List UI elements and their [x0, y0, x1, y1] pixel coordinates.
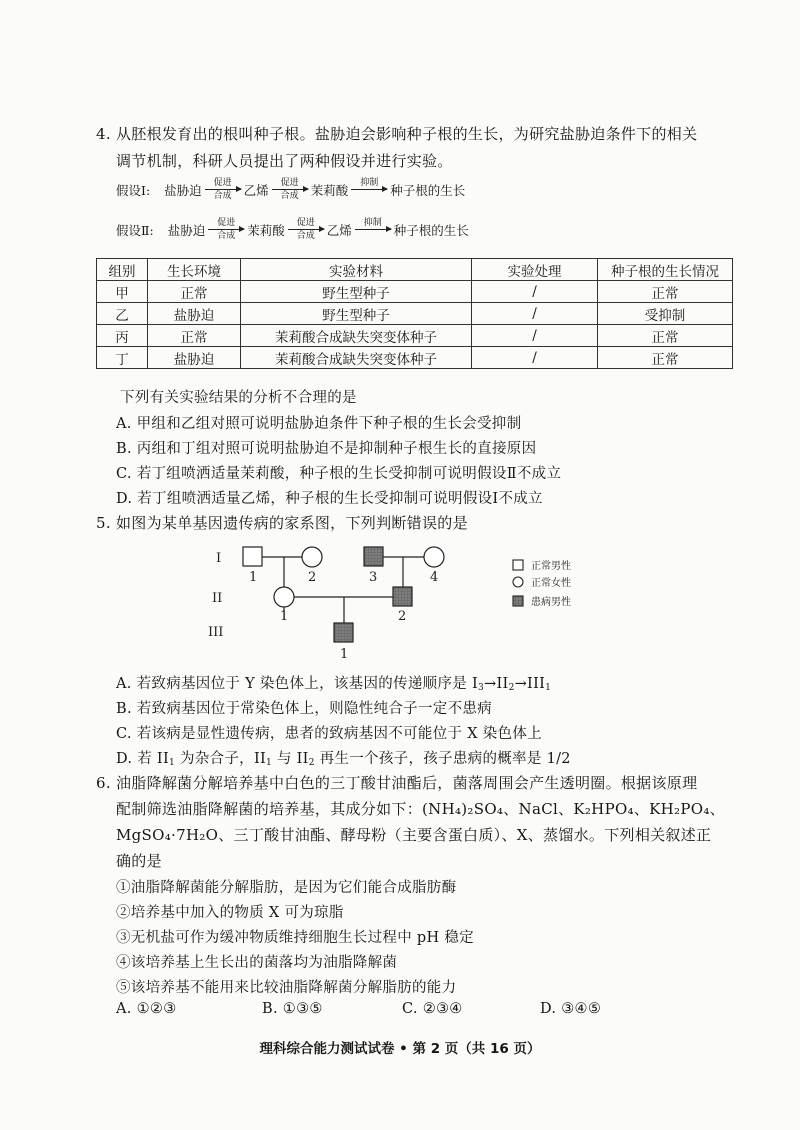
legend-label: 患病男性 — [531, 597, 571, 608]
hyp1-arrow3-top: 抑制 — [360, 178, 379, 188]
q5-d-text: D. 若 II — [116, 751, 169, 767]
individual-number: 2 — [308, 570, 317, 585]
q5-stem: 5. 如图为某单基因遗传病的家系图，下列判断错误的是 — [96, 514, 468, 532]
individual-number: 1 — [249, 570, 258, 585]
individual-I1 — [243, 547, 262, 566]
q5-a-sub: 2 — [508, 683, 515, 693]
hyp1-arrow1 — [205, 178, 241, 201]
hyp2-arrow1-bottom: 合成 — [217, 231, 236, 241]
legend-normal-female-icon — [513, 577, 523, 587]
table-cell: / — [472, 347, 598, 369]
individual-I3 — [364, 547, 383, 566]
hyp1-mid2: 茉莉酸 — [310, 182, 349, 198]
hyp1-end: 种子根的生长 — [390, 182, 466, 198]
q5-a-sub: 3 — [478, 683, 485, 693]
table-cell: 盐胁迫 — [148, 303, 241, 325]
q6-choice-b: B. ①③⑤ — [262, 1001, 323, 1017]
hyp1-label: 假设Ⅰ: — [116, 182, 151, 198]
table-header-row — [97, 259, 733, 281]
legend-affected-male-icon — [513, 596, 523, 606]
table-cell: 茉莉酸合成缺失突变体种子 — [241, 347, 472, 369]
table-cell: / — [472, 281, 598, 303]
legend-label: 正常女性 — [531, 578, 571, 589]
q4-option-d: D. 若丁组喷洒适量乙烯，种子根的生长受抑制可说明假设Ⅰ不成立 — [116, 491, 543, 507]
hyp2-arrow3 — [355, 218, 391, 241]
hyp1-arrow3 — [351, 178, 387, 201]
hypothesis-2 — [116, 218, 469, 241]
q5-d-sub: 1 — [266, 758, 273, 768]
individual-number: 3 — [369, 570, 378, 585]
q5-d-text: 再生一个孩子，孩子患病的概率是 1/2 — [314, 751, 571, 767]
table-cell: 野生型种子 — [241, 281, 472, 303]
hyp2-mid1: 茉莉酸 — [247, 222, 285, 238]
table-row — [97, 347, 733, 369]
hyp2-start: 盐胁迫 — [167, 222, 206, 238]
q5-a-text: →III — [514, 676, 546, 692]
table-cell: 受抑制 — [598, 303, 733, 325]
table-cell: / — [472, 303, 598, 325]
individual-II2 — [393, 587, 412, 606]
generation-label: III — [208, 625, 224, 640]
hyp1-arrow1-bottom: 合成 — [213, 191, 232, 201]
q5-a-sub: 1 — [545, 683, 552, 693]
table-row — [97, 325, 733, 347]
page-footer: 理科综合能力测试试卷 • 第 2 页（共 16 页） — [259, 1041, 541, 1057]
hyp1-arrow2 — [272, 178, 308, 201]
hyp1-arrow2-top: 促进 — [280, 178, 299, 188]
q4-option-a: A. 甲组和乙组对照可说明盐胁迫条件下种子根的生长会受抑制 — [116, 416, 522, 432]
q6-statement: ①油脂降解菌能分解脂肪，是因为它们能合成脂肪酶 — [116, 880, 457, 896]
table-header: 组别 — [97, 259, 148, 281]
q5-d-text: 与 II — [272, 751, 309, 767]
hyp2-mid2: 乙烯 — [326, 222, 352, 238]
q4-stem-line1: 4. 从胚根发育出的根叫种子根。盐胁迫会影响种子根的生长，为研究盐胁迫条件下的相关 — [96, 125, 698, 143]
hyp2-arrow1-top: 促进 — [217, 218, 236, 228]
hyp1-mid1: 乙烯 — [243, 182, 269, 198]
table-cell: 正常 — [598, 325, 733, 347]
pedigree-chart — [0, 535, 800, 665]
table-cell: 正常 — [598, 281, 733, 303]
individual-number: 2 — [398, 609, 407, 624]
q6-statement: ⑤该培养基不能用来比较油脂降解菌分解脂肪的能力 — [116, 980, 457, 996]
q6-statement: ③无机盐可作为缓冲物质维持细胞生长过程中 pH 稳定 — [116, 930, 474, 946]
table-header: 实验材料 — [241, 259, 472, 281]
hyp1-arrow2-bottom: 合成 — [280, 191, 299, 201]
hyp2-arrow2-bottom: 合成 — [296, 231, 315, 241]
hyp2-arrow2 — [288, 218, 324, 241]
q5-d-sub: 2 — [308, 758, 315, 768]
table-header: 实验处理 — [472, 259, 598, 281]
generation-label: I — [216, 551, 222, 566]
table-cell: / — [472, 325, 598, 347]
table-cell: 正常 — [148, 281, 241, 303]
generation-label: II — [212, 591, 223, 606]
individual-number: 4 — [430, 570, 439, 585]
legend-normal-male-icon — [513, 560, 523, 570]
table-cell: 乙 — [97, 303, 148, 325]
table-cell: 茉莉酸合成缺失突变体种子 — [241, 325, 472, 347]
q6-statement: ④该培养基上生长出的菌落均为油脂降解菌 — [116, 955, 398, 971]
table-cell: 盐胁迫 — [148, 347, 241, 369]
table-row — [97, 303, 733, 325]
q5-option-b: B. 若致病基因位于常染色体上，则隐性纯合子一定不患病 — [116, 701, 492, 717]
q5-option-c: C. 若该病是显性遗传病，患者的致病基因不可能位于 X 染色体上 — [116, 726, 542, 742]
q6-line3: MgSO₄·7H₂O、三丁酸甘油酯、酵母粉（主要含蛋白质）、X、蒸馏水。下列相关叙述正 — [116, 826, 712, 844]
q4-prompt: 下列有关实验结果的分析不合理的是 — [120, 390, 357, 406]
hyp2-end: 种子根的生长 — [393, 222, 469, 238]
table-row — [97, 281, 733, 303]
q5-a-text: A. 若致病基因位于 Y 染色体上，该基因的传递顺序是 I — [116, 676, 479, 692]
legend-label: 正常男性 — [531, 561, 571, 572]
hyp2-label: 假设Ⅱ: — [116, 222, 154, 238]
table-header: 生长环境 — [148, 259, 241, 281]
hyp2-arrow1 — [208, 218, 244, 241]
table-cell: 丙 — [97, 325, 148, 347]
individual-III1 — [334, 623, 353, 642]
hyp1-start: 盐胁迫 — [164, 182, 202, 198]
individual-II1 — [274, 587, 294, 607]
table-header: 种子根的生长情况 — [598, 259, 733, 281]
q4-option-b: B. 丙组和丁组对照可说明盐胁迫不是抑制种子根生长的直接原因 — [116, 441, 537, 457]
table-cell: 正常 — [148, 325, 241, 347]
q5-d-text: 为杂合子，II — [175, 751, 266, 767]
q5-a-text: →II — [484, 676, 509, 692]
individual-number: 1 — [340, 647, 349, 662]
table-cell: 丁 — [97, 347, 148, 369]
individual-I2 — [302, 547, 322, 567]
table-cell: 野生型种子 — [241, 303, 472, 325]
q6-line2: 配制筛选油脂降解菌的培养基，其成分如下：(NH₄)₂SO₄、NaCl、K₂HPO₄、KH₂PO₄、 — [116, 800, 725, 818]
individual-number: 1 — [280, 609, 289, 624]
q6-choice-a: A. ①②③ — [116, 1001, 177, 1017]
hyp1-arrow1-top: 促进 — [213, 178, 232, 188]
q4-option-c: C. 若丁组喷洒适量茉莉酸，种子根的生长受抑制可说明假设Ⅱ不成立 — [116, 466, 562, 482]
q6-choice-d: D. ③④⑤ — [540, 1001, 602, 1017]
q5-option-d — [116, 747, 571, 768]
hyp2-arrow3-top: 抑制 — [363, 218, 382, 228]
q5-option-a — [116, 672, 551, 693]
hyp2-arrow2-top: 促进 — [296, 218, 315, 228]
q6-line1: 6. 油脂降解菌分解培养基中白色的三丁酸甘油酯后，菌落周围会产生透明圈。根据该原理 — [96, 774, 698, 792]
table-cell: 甲 — [97, 281, 148, 303]
q4-stem-line2: 调节机制，科研人员提出了两种假设并进行实验。 — [116, 152, 453, 170]
experiment-table — [96, 258, 733, 369]
q6-line4: 确的是 — [116, 852, 162, 870]
table-cell: 正常 — [598, 347, 733, 369]
q6-statement: ②培养基中加入的物质 X 可为琼脂 — [116, 905, 344, 921]
individual-I4 — [424, 547, 444, 567]
q5-d-sub: 1 — [169, 758, 176, 768]
q6-choice-c: C. ②③④ — [402, 1001, 463, 1017]
hypothesis-1 — [116, 178, 465, 201]
